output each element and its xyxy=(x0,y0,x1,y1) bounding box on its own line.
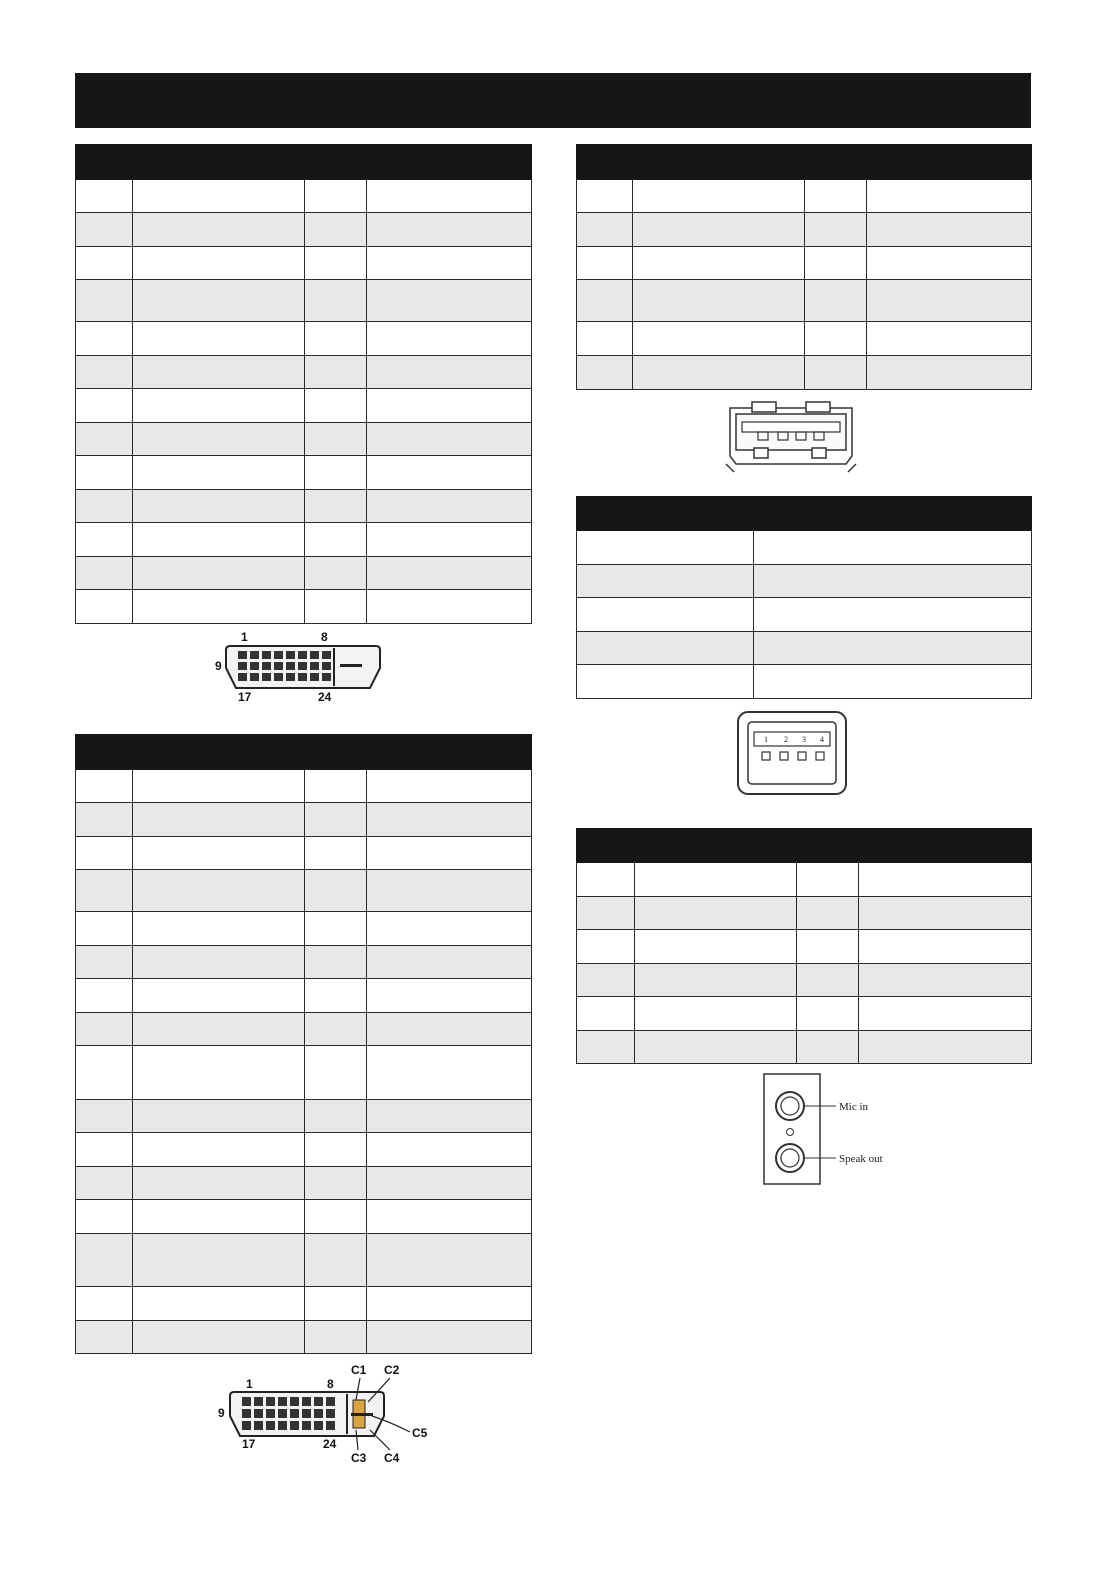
table-row xyxy=(76,423,532,456)
connector-pin xyxy=(278,1397,287,1406)
connector-pin xyxy=(326,1409,335,1418)
table-row xyxy=(76,1200,532,1234)
table-row xyxy=(577,322,1032,356)
connector-pin xyxy=(242,1421,251,1430)
connector-pin xyxy=(314,1409,323,1418)
svg-text:2: 2 xyxy=(784,735,788,744)
table-row xyxy=(76,1167,532,1200)
table-header xyxy=(577,497,1032,531)
connector-pin xyxy=(250,673,259,681)
table-row xyxy=(76,1133,532,1167)
connector-pin xyxy=(286,651,295,659)
table-row xyxy=(76,803,532,837)
table-row xyxy=(76,1100,532,1133)
dvi-i-pin-table xyxy=(75,734,532,1354)
connector-pin xyxy=(298,662,307,670)
table-row xyxy=(76,1234,532,1287)
table-row xyxy=(577,863,1032,897)
table-row xyxy=(76,590,532,624)
connector-pin xyxy=(314,1397,323,1406)
connector-pin xyxy=(274,662,283,670)
pin-label: 9 xyxy=(218,1406,225,1420)
table-row xyxy=(76,1046,532,1100)
pin-label: C2 xyxy=(384,1363,400,1377)
connector-pin xyxy=(302,1409,311,1418)
table-header xyxy=(76,735,532,770)
connector-pin xyxy=(302,1421,311,1430)
connector-pin xyxy=(274,673,283,681)
connector-pin xyxy=(242,1397,251,1406)
table-row xyxy=(577,897,1032,930)
connector-pin xyxy=(286,673,295,681)
connector-pin xyxy=(250,662,259,670)
pin-label: 1 xyxy=(241,630,248,644)
table-row xyxy=(577,930,1032,964)
table-row xyxy=(76,1013,532,1046)
connector-pin xyxy=(286,662,295,670)
svg-text:3: 3 xyxy=(802,735,806,744)
pin-label: 8 xyxy=(321,630,328,644)
mic-in-label: Mic in xyxy=(839,1101,869,1113)
dvi-pin-table xyxy=(75,144,532,624)
table-row xyxy=(76,356,532,389)
connector-pin xyxy=(302,1397,311,1406)
table-row xyxy=(76,837,532,870)
connector-pin xyxy=(262,673,271,681)
connector-pin xyxy=(254,1409,263,1418)
table-row xyxy=(577,964,1032,997)
connector-pin xyxy=(262,651,271,659)
pin-label: 24 xyxy=(318,690,332,704)
connector-pin xyxy=(322,651,331,659)
table-row xyxy=(76,557,532,590)
connector-pin xyxy=(298,651,307,659)
pin-label: 8 xyxy=(327,1377,334,1391)
audio-jack-diagram xyxy=(762,1072,902,1188)
pin-label: C5 xyxy=(412,1426,428,1440)
page-header-banner xyxy=(75,73,1031,128)
table-row xyxy=(76,247,532,280)
svg-text:1: 1 xyxy=(764,735,768,744)
connector-diagram-1 xyxy=(724,398,858,474)
table-row xyxy=(577,997,1032,1031)
connector-pin xyxy=(278,1409,287,1418)
connector-pin xyxy=(266,1421,275,1430)
connector-pin xyxy=(242,1409,251,1418)
connector-pin xyxy=(314,1421,323,1430)
connector-pin xyxy=(290,1421,299,1430)
table-header xyxy=(76,145,532,180)
pin-label: C1 xyxy=(351,1363,367,1377)
connector-pin xyxy=(254,1397,263,1406)
table-row xyxy=(76,213,532,247)
table-row xyxy=(577,565,1032,598)
table-row xyxy=(76,389,532,423)
table-row xyxy=(76,490,532,523)
table-row xyxy=(76,870,532,912)
connector-pin xyxy=(290,1409,299,1418)
pin-label: 1 xyxy=(246,1377,253,1391)
table-row xyxy=(76,770,532,803)
pin-label: C3 xyxy=(351,1451,367,1465)
table-row xyxy=(577,280,1032,322)
connector-pin xyxy=(238,651,247,659)
connector-pin xyxy=(322,662,331,670)
connector-pin xyxy=(290,1397,299,1406)
connector-pin xyxy=(266,1397,275,1406)
table-row xyxy=(76,979,532,1013)
connector-pin xyxy=(238,662,247,670)
right-pin-table-2 xyxy=(576,496,1032,699)
table-row xyxy=(577,247,1032,280)
connector-pin xyxy=(322,673,331,681)
connector-pin xyxy=(278,1421,287,1430)
table-row xyxy=(76,523,532,557)
connector-pin xyxy=(274,651,283,659)
dvi-connector-diagram xyxy=(210,628,390,706)
table-row xyxy=(76,322,532,356)
connector-pin xyxy=(326,1397,335,1406)
table-row xyxy=(577,356,1032,390)
table-row xyxy=(577,531,1032,565)
connector-pin xyxy=(262,662,271,670)
table-row xyxy=(76,1321,532,1354)
table-row xyxy=(577,632,1032,665)
right-pin-table-3 xyxy=(576,828,1032,1064)
pin-label: 9 xyxy=(215,659,222,673)
table-row xyxy=(76,912,532,946)
usb-connector-diagram xyxy=(734,706,850,800)
table-header xyxy=(577,829,1032,863)
dvi-i-connector-diagram xyxy=(210,1360,440,1470)
connector-pin xyxy=(326,1421,335,1430)
table-row xyxy=(76,280,532,322)
table-row xyxy=(577,598,1032,632)
pin-label: C4 xyxy=(384,1451,400,1465)
pin-label: 17 xyxy=(238,690,252,704)
pin-label: 24 xyxy=(323,1437,337,1451)
connector-pin xyxy=(310,673,319,681)
table-header xyxy=(577,145,1032,180)
right-pin-table-1 xyxy=(576,144,1032,390)
table-row xyxy=(577,213,1032,247)
pin-label: 17 xyxy=(242,1437,256,1451)
table-row xyxy=(76,946,532,979)
connector-pin xyxy=(310,651,319,659)
table-row xyxy=(76,180,532,213)
table-row xyxy=(577,665,1032,699)
table-row xyxy=(577,1031,1032,1064)
table-row xyxy=(577,180,1032,213)
connector-pin xyxy=(250,651,259,659)
svg-text:4: 4 xyxy=(820,735,824,744)
connector-pin xyxy=(266,1409,275,1418)
table-row xyxy=(76,456,532,490)
table-row xyxy=(76,1287,532,1321)
connector-pin xyxy=(298,673,307,681)
connector-pin xyxy=(310,662,319,670)
speak-out-label: Speak out xyxy=(839,1153,883,1165)
connector-pin xyxy=(254,1421,263,1430)
connector-pin xyxy=(238,673,247,681)
